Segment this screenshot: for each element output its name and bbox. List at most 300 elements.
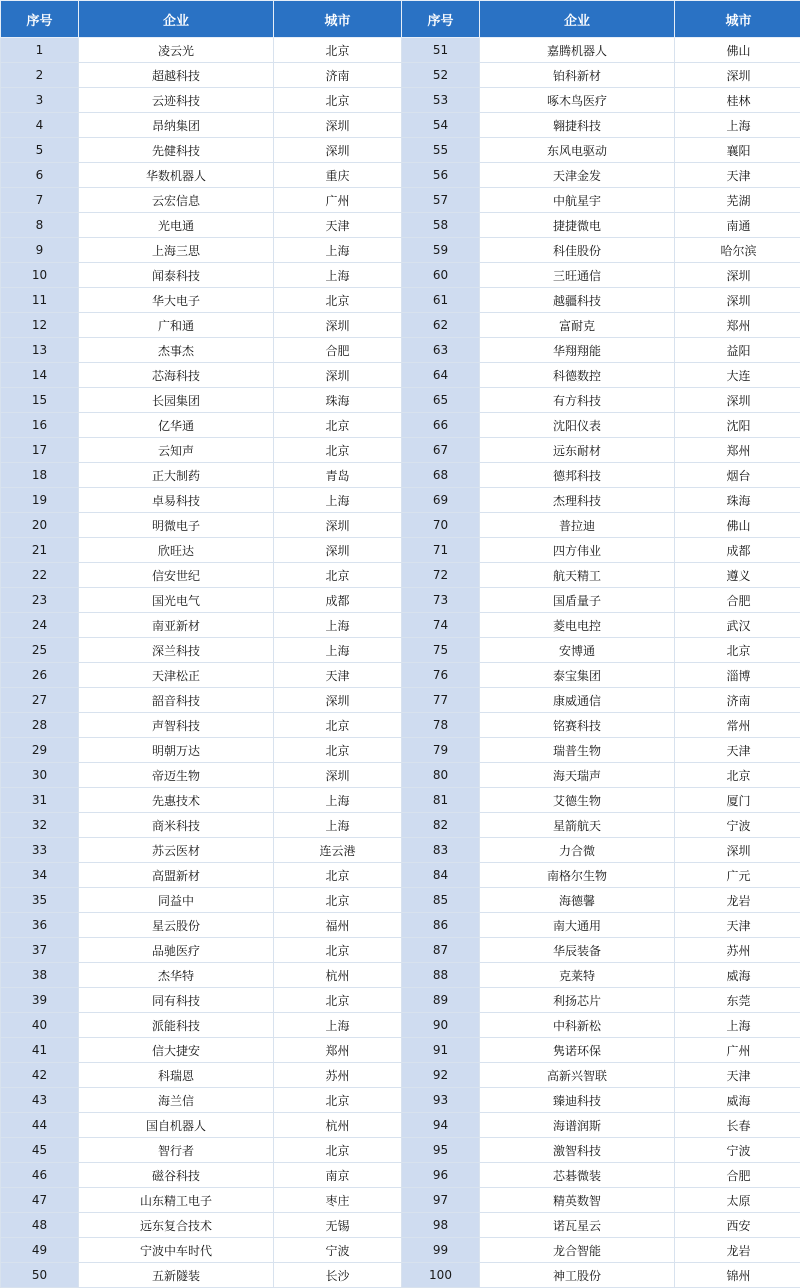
cell-index: 58 [402,213,480,238]
cell-city: 深圳 [675,388,800,413]
cell-index: 29 [1,738,79,763]
cell-city: 淄博 [675,663,800,688]
cell-city: 北京 [274,738,402,763]
table-row [1,63,800,88]
table-row [1,88,800,113]
cell-city: 长沙 [274,1263,402,1288]
cell-index: 41 [1,1038,79,1063]
cell-index: 59 [402,238,480,263]
table-row [1,338,800,363]
table-row [1,688,800,713]
table-row [1,563,800,588]
cell-city: 深圳 [675,63,800,88]
cell-city: 枣庄 [274,1188,402,1213]
cell-index: 40 [1,1013,79,1038]
table-row [1,388,800,413]
cell-index: 78 [402,713,480,738]
cell-company: 有方科技 [480,388,675,413]
cell-city: 北京 [274,713,402,738]
cell-city: 广元 [675,863,800,888]
cell-city: 深圳 [274,113,402,138]
cell-city: 上海 [274,788,402,813]
cell-company: 光电通 [79,213,274,238]
cell-company: 南大通用 [480,913,675,938]
cell-index: 49 [1,1238,79,1263]
cell-company: 泰宝集团 [480,663,675,688]
cell-city: 太原 [675,1188,800,1213]
cell-city: 天津 [675,1063,800,1088]
cell-index: 70 [402,513,480,538]
cell-city: 深圳 [274,313,402,338]
cell-index: 8 [1,213,79,238]
cell-index: 6 [1,163,79,188]
cell-city: 连云港 [274,838,402,863]
cell-city: 北京 [274,438,402,463]
cell-company: 德邦科技 [480,463,675,488]
table-row [1,488,800,513]
table-row [1,788,800,813]
cell-index: 46 [1,1163,79,1188]
cell-index: 98 [402,1213,480,1238]
table-row [1,513,800,538]
cell-company: 三旺通信 [480,263,675,288]
cell-index: 89 [402,988,480,1013]
table-row [1,463,800,488]
cell-index: 73 [402,588,480,613]
cell-index: 37 [1,938,79,963]
cell-company: 远东复合技术 [79,1213,274,1238]
cell-city: 上海 [274,263,402,288]
cell-company: 同有科技 [79,988,274,1013]
cell-company: 高新兴智联 [480,1063,675,1088]
cell-index: 7 [1,188,79,213]
cell-city: 佛山 [675,513,800,538]
cell-index: 75 [402,638,480,663]
cell-index: 28 [1,713,79,738]
cell-company: 翱捷科技 [480,113,675,138]
cell-index: 99 [402,1238,480,1263]
cell-index: 34 [1,863,79,888]
cell-city: 无锡 [274,1213,402,1238]
cell-city: 郑州 [675,313,800,338]
cell-index: 85 [402,888,480,913]
cell-index: 88 [402,963,480,988]
cell-company: 杰华特 [79,963,274,988]
cell-company: 苏云医材 [79,838,274,863]
cell-index: 57 [402,188,480,213]
table-row [1,238,800,263]
table-row [1,413,800,438]
cell-index: 100 [402,1263,480,1288]
cell-company: 超越科技 [79,63,274,88]
cell-city: 襄阳 [675,138,800,163]
cell-company: 派能科技 [79,1013,274,1038]
cell-company: 云知声 [79,438,274,463]
table-row [1,713,800,738]
cell-index: 86 [402,913,480,938]
cell-company: 商米科技 [79,813,274,838]
cell-index: 60 [402,263,480,288]
cell-index: 91 [402,1038,480,1063]
cell-company: 远东耐材 [480,438,675,463]
cell-index: 25 [1,638,79,663]
cell-company: 深兰科技 [79,638,274,663]
cell-index: 24 [1,613,79,638]
cell-city: 东莞 [675,988,800,1013]
cell-company: 星云股份 [79,913,274,938]
cell-company: 先惠技术 [79,788,274,813]
cell-company: 芯海科技 [79,363,274,388]
cell-city: 上海 [274,638,402,663]
cell-index: 84 [402,863,480,888]
cell-company: 先健科技 [79,138,274,163]
cell-city: 济南 [675,688,800,713]
cell-index: 62 [402,313,480,338]
cell-company: 国盾量子 [480,588,675,613]
cell-city: 上海 [274,613,402,638]
cell-company: 华翔翔能 [480,338,675,363]
cell-company: 杰事杰 [79,338,274,363]
cell-city: 深圳 [274,538,402,563]
cell-city: 杭州 [274,963,402,988]
table-row [1,613,800,638]
cell-city: 郑州 [675,438,800,463]
cell-city: 锦州 [675,1263,800,1288]
cell-index: 93 [402,1088,480,1113]
cell-company: 诺瓦星云 [480,1213,675,1238]
cell-company: 海德馨 [480,888,675,913]
table-row [1,1113,800,1138]
cell-company: 铭赛科技 [480,713,675,738]
table-row [1,363,800,388]
cell-city: 益阳 [675,338,800,363]
cell-company: 信安世纪 [79,563,274,588]
cell-city: 上海 [675,113,800,138]
cell-company: 神工股份 [480,1263,675,1288]
cell-city: 合肥 [675,588,800,613]
cell-city: 北京 [274,863,402,888]
cell-city: 广州 [675,1038,800,1063]
table-row [1,813,800,838]
table-row [1,313,800,338]
cell-city: 成都 [274,588,402,613]
cell-company: 中科新松 [480,1013,675,1038]
cell-city: 北京 [675,763,800,788]
cell-city: 上海 [675,1013,800,1038]
cell-company: 普拉迪 [480,513,675,538]
cell-index: 23 [1,588,79,613]
table-row [1,988,800,1013]
cell-city: 合肥 [675,1163,800,1188]
cell-index: 19 [1,488,79,513]
cell-company: 富耐克 [480,313,675,338]
header-company: 企业 [480,1,675,38]
header-city: 城市 [274,1,402,38]
cell-city: 上海 [274,1013,402,1038]
cell-company: 帝迈生物 [79,763,274,788]
table-row [1,113,800,138]
table-row [1,1213,800,1238]
cell-index: 63 [402,338,480,363]
cell-index: 72 [402,563,480,588]
cell-company: 激智科技 [480,1138,675,1163]
cell-company: 卓易科技 [79,488,274,513]
cell-city: 芜湖 [675,188,800,213]
cell-company: 韶音科技 [79,688,274,713]
table-row [1,1238,800,1263]
table-row [1,838,800,863]
cell-index: 21 [1,538,79,563]
table-row [1,438,800,463]
table-row [1,663,800,688]
cell-index: 50 [1,1263,79,1288]
cell-index: 43 [1,1088,79,1113]
cell-index: 94 [402,1113,480,1138]
cell-company: 科德数控 [480,363,675,388]
cell-city: 珠海 [274,388,402,413]
cell-company: 海谱润斯 [480,1113,675,1138]
cell-index: 87 [402,938,480,963]
cell-company: 明朝万达 [79,738,274,763]
header-city: 城市 [675,1,800,38]
cell-company: 艾德生物 [480,788,675,813]
cell-index: 79 [402,738,480,763]
cell-city: 哈尔滨 [675,238,800,263]
cell-index: 39 [1,988,79,1013]
cell-company: 南亚新材 [79,613,274,638]
cell-company: 声智科技 [79,713,274,738]
cell-city: 北京 [274,563,402,588]
cell-city: 天津 [675,163,800,188]
cell-index: 52 [402,63,480,88]
cell-index: 10 [1,263,79,288]
cell-company: 上海三思 [79,238,274,263]
cell-company: 海天瑞声 [480,763,675,788]
table-row [1,1063,800,1088]
cell-index: 13 [1,338,79,363]
cell-company: 中航星宇 [480,188,675,213]
cell-city: 龙岩 [675,1238,800,1263]
cell-index: 4 [1,113,79,138]
table-row [1,538,800,563]
cell-company: 亿华通 [79,413,274,438]
cell-index: 36 [1,913,79,938]
cell-city: 苏州 [675,938,800,963]
cell-city: 上海 [274,238,402,263]
cell-city: 郑州 [274,1038,402,1063]
table-row [1,1088,800,1113]
cell-company: 明微电子 [79,513,274,538]
cell-company: 科瑞恩 [79,1063,274,1088]
cell-city: 北京 [274,1138,402,1163]
cell-company: 华大电子 [79,288,274,313]
cell-index: 77 [402,688,480,713]
cell-index: 16 [1,413,79,438]
cell-company: 欣旺达 [79,538,274,563]
cell-company: 瑞普生物 [480,738,675,763]
cell-company: 智行者 [79,1138,274,1163]
cell-index: 92 [402,1063,480,1088]
cell-city: 深圳 [274,363,402,388]
cell-company: 天津金发 [480,163,675,188]
cell-company: 捷捷微电 [480,213,675,238]
cell-index: 55 [402,138,480,163]
cell-index: 96 [402,1163,480,1188]
cell-company: 啄木鸟医疗 [480,88,675,113]
cell-city: 北京 [274,38,402,63]
cell-city: 遵义 [675,563,800,588]
cell-index: 74 [402,613,480,638]
cell-index: 42 [1,1063,79,1088]
cell-company: 广和通 [79,313,274,338]
cell-company: 高盟新材 [79,863,274,888]
table-row [1,288,800,313]
cell-city: 沈阳 [675,413,800,438]
cell-city: 北京 [274,938,402,963]
cell-company: 山东精工电子 [79,1188,274,1213]
cell-company: 杰理科技 [480,488,675,513]
cell-city: 上海 [274,488,402,513]
cell-city: 南京 [274,1163,402,1188]
cell-company: 云迹科技 [79,88,274,113]
cell-city: 深圳 [274,138,402,163]
cell-city: 威海 [675,1088,800,1113]
cell-index: 32 [1,813,79,838]
cell-index: 3 [1,88,79,113]
cell-company: 昂纳集团 [79,113,274,138]
cell-index: 65 [402,388,480,413]
cell-city: 北京 [274,1088,402,1113]
cell-company: 星箭航天 [480,813,675,838]
cell-index: 66 [402,413,480,438]
cell-city: 武汉 [675,613,800,638]
cell-company: 利扬芯片 [480,988,675,1013]
cell-index: 71 [402,538,480,563]
cell-company: 铂科新材 [480,63,675,88]
cell-index: 53 [402,88,480,113]
table-row [1,163,800,188]
cell-index: 68 [402,463,480,488]
cell-index: 14 [1,363,79,388]
cell-city: 福州 [274,913,402,938]
cell-index: 5 [1,138,79,163]
cell-company: 同益中 [79,888,274,913]
cell-index: 15 [1,388,79,413]
cell-company: 航天精工 [480,563,675,588]
cell-company: 华数机器人 [79,163,274,188]
cell-city: 厦门 [675,788,800,813]
table-row [1,1013,800,1038]
cell-city: 重庆 [274,163,402,188]
header-index: 序号 [402,1,480,38]
cell-company: 臻迪科技 [480,1088,675,1113]
table-row [1,738,800,763]
cell-index: 82 [402,813,480,838]
cell-company: 隽诺环保 [480,1038,675,1063]
cell-city: 苏州 [274,1063,402,1088]
cell-city: 深圳 [274,513,402,538]
cell-city: 北京 [274,413,402,438]
cell-company: 嘉腾机器人 [480,38,675,63]
cell-company: 精英数智 [480,1188,675,1213]
cell-city: 深圳 [274,763,402,788]
cell-city: 深圳 [274,688,402,713]
cell-index: 33 [1,838,79,863]
table-row [1,1138,800,1163]
cell-index: 44 [1,1113,79,1138]
table-row [1,1263,800,1288]
cell-company: 四方伟业 [480,538,675,563]
cell-company: 五新隧装 [79,1263,274,1288]
cell-city: 北京 [274,88,402,113]
cell-index: 22 [1,563,79,588]
table-row [1,863,800,888]
cell-city: 宁波 [675,1138,800,1163]
cell-company: 沈阳仪表 [480,413,675,438]
cell-company: 龙合智能 [480,1238,675,1263]
cell-index: 18 [1,463,79,488]
cell-index: 90 [402,1013,480,1038]
cell-city: 宁波 [274,1238,402,1263]
cell-city: 合肥 [274,338,402,363]
cell-city: 桂林 [675,88,800,113]
cell-company: 信大捷安 [79,1038,274,1063]
table-row [1,938,800,963]
cell-index: 35 [1,888,79,913]
cell-company: 正大制药 [79,463,274,488]
cell-index: 17 [1,438,79,463]
cell-index: 51 [402,38,480,63]
cell-company: 品驰医疗 [79,938,274,963]
cell-city: 北京 [675,638,800,663]
cell-company: 国自机器人 [79,1113,274,1138]
table-row [1,1188,800,1213]
cell-index: 80 [402,763,480,788]
cell-index: 83 [402,838,480,863]
cell-city: 常州 [675,713,800,738]
cell-city: 成都 [675,538,800,563]
cell-city: 济南 [274,63,402,88]
cell-index: 26 [1,663,79,688]
cell-company: 东风电驱动 [480,138,675,163]
cell-city: 北京 [274,288,402,313]
cell-company: 康威通信 [480,688,675,713]
cell-index: 38 [1,963,79,988]
cell-city: 杭州 [274,1113,402,1138]
cell-city: 天津 [274,663,402,688]
cell-index: 12 [1,313,79,338]
cell-index: 47 [1,1188,79,1213]
cell-city: 烟台 [675,463,800,488]
cell-city: 佛山 [675,38,800,63]
table-body [1,38,800,1288]
table-row [1,638,800,663]
cell-index: 67 [402,438,480,463]
table-row [1,1038,800,1063]
cell-city: 北京 [274,988,402,1013]
cell-company: 天津松正 [79,663,274,688]
table-row [1,888,800,913]
cell-index: 27 [1,688,79,713]
cell-city: 威海 [675,963,800,988]
cell-city: 长春 [675,1113,800,1138]
cell-index: 95 [402,1138,480,1163]
cell-city: 南通 [675,213,800,238]
table-row [1,913,800,938]
table-row [1,213,800,238]
cell-city: 龙岩 [675,888,800,913]
header-row [1,1,800,38]
